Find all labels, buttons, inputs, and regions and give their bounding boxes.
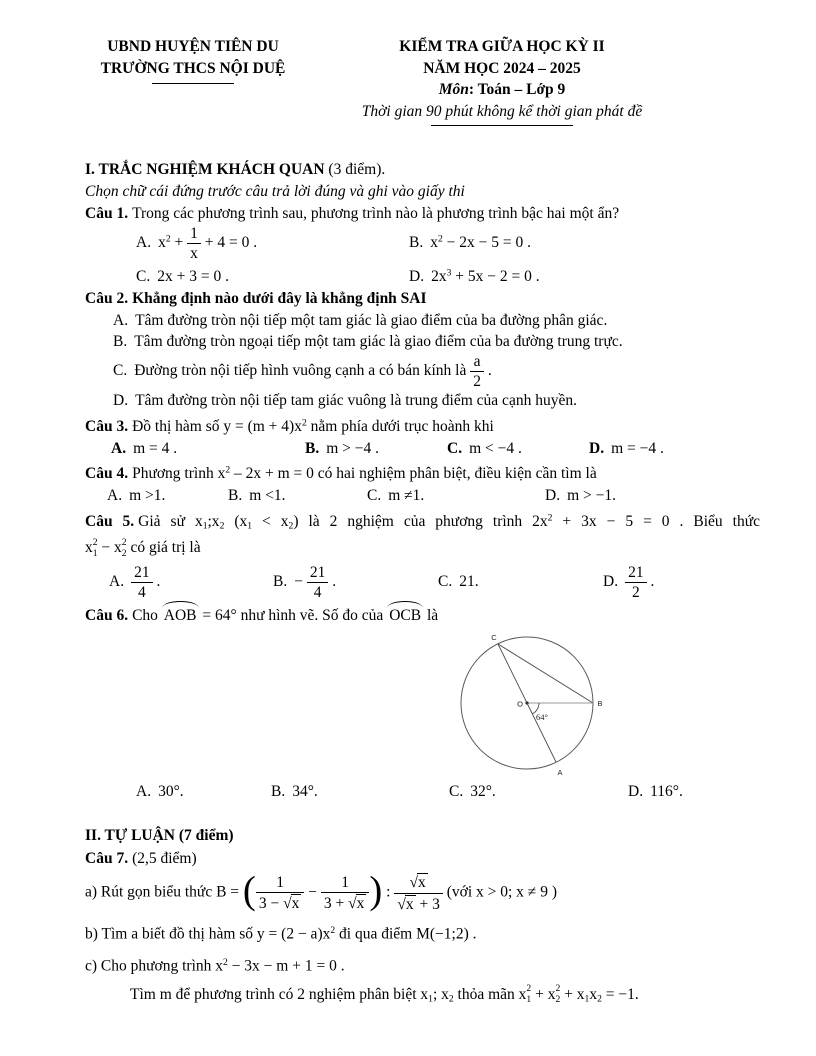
q6-option-b xyxy=(271,781,449,803)
q3-option-c xyxy=(447,438,589,460)
option-letter: C. xyxy=(438,573,453,591)
option-letter: C. xyxy=(367,486,382,504)
option-text: Tâm đường tròn nội tiếp tam giác vuông là trung điểm của cạnh huyền. xyxy=(135,392,577,410)
exam-title: KIỂM TRA GIỮA HỌC KỲ II xyxy=(399,38,605,55)
option-letter: C. xyxy=(113,361,128,379)
option-text: 21. xyxy=(459,573,479,591)
option-text: m = 4 . xyxy=(133,439,178,457)
q7-part-b: b) Tìm a biết đồ thị hàm số $y = (2 - a)x^2$ đi qua điểm M(−1;2) . xyxy=(85,925,477,943)
q7-part-c2: Tìm m để phương trình có 2 nghiệm phân biệt x1; x2 thỏa mãn x 2 1 + x 2 2 + x1x2 = −1. xyxy=(130,983,639,1006)
angle-label: 64° xyxy=(536,711,548,722)
q6-options xyxy=(85,781,760,803)
option-text: Tâm đường tròn ngoại tiếp một tam giác là giao điểm của ba đường trung trực. xyxy=(134,333,623,350)
header-left-block xyxy=(85,36,301,126)
option-letter: D. xyxy=(628,782,644,800)
option-letter: B. xyxy=(113,333,128,350)
q3-options xyxy=(85,438,760,460)
option-text: m > −4 . xyxy=(326,439,380,457)
option-text: Đường tròn nội tiếp hình vuông cạnh a có bán kính là $\frac{a}{2}$ . xyxy=(134,352,492,390)
option-letter: A. xyxy=(107,486,123,504)
option-letter: D. xyxy=(409,267,425,285)
section1-points: (3 điểm). xyxy=(324,161,386,178)
option-text: m < −4 . xyxy=(469,439,522,457)
q4-option-c xyxy=(367,485,545,507)
option-letter: B. xyxy=(271,782,286,800)
q4-option-d xyxy=(545,485,616,507)
option-letter: D. xyxy=(113,392,129,410)
subject-value: : Toán – Lớp 9 xyxy=(468,81,566,98)
q4-options xyxy=(85,485,760,507)
q3-option-d xyxy=(589,438,664,460)
q4-option-a xyxy=(107,485,228,507)
option-text: $x^2 - 2x - 5 = 0$ . xyxy=(430,233,531,251)
option-text: 32°. xyxy=(470,782,496,800)
question-3-label: Câu 3. xyxy=(85,418,129,435)
option-letter: A. xyxy=(136,782,152,800)
q7-part-c: c) Cho phương trình $x^2 - 3x - m + 1 = 0$ . xyxy=(85,956,345,975)
subject-line xyxy=(301,79,703,101)
question-5-label: Câu 5. xyxy=(85,512,135,530)
question-5-line2: x 2 1 − x 2 2 có giá trị là xyxy=(85,537,201,559)
section1-title xyxy=(85,159,760,181)
center-dot xyxy=(525,701,528,704)
question-3-text: Đồ thị hàm số $y = (m + 4)x^2$ nằm phía dưới trục hoành khi xyxy=(132,417,494,435)
option-letter: D. xyxy=(603,573,619,591)
header-right-rule xyxy=(431,125,573,126)
question-4-text: Phương trình $x^2 - 2x + m = 0$ có hai nghiệm phân biệt, điều kiện cần tìm là xyxy=(132,465,597,483)
question-4-label: Câu 4. xyxy=(85,465,129,483)
option-text: $\frac{21}{2}$ . xyxy=(625,573,654,590)
question-5-line1 xyxy=(85,507,760,536)
question-1-text: Trong các phương trình sau, phương trình nào là phương trình bậc hai một ẩn? xyxy=(132,205,620,222)
option-letter: C. xyxy=(136,267,151,285)
duration-line: Thời gian 90 phút không kể thời gian phát đề xyxy=(361,102,643,120)
q1-options-row2 xyxy=(85,262,760,287)
subject-label: Môn xyxy=(438,81,469,98)
point-label-b: B xyxy=(597,698,603,708)
q5-option-b xyxy=(273,564,438,602)
option-text: m <1. xyxy=(249,486,286,504)
header-right-block xyxy=(301,36,703,126)
q1-option-d xyxy=(409,262,540,287)
option-text: $x^2$ + $\frac{1}{x}$ + 4 = 0 . xyxy=(158,224,258,262)
q5-option-a xyxy=(109,564,273,602)
authority-name: UBND HUYỆN TIÊN DU xyxy=(107,38,279,55)
section1-instruction: Chọn chữ cái đứng trước câu trả lời đúng và ghi vào giấy thi xyxy=(85,182,465,200)
question-3 xyxy=(85,413,760,438)
question-6-label: Câu 6. xyxy=(85,607,129,625)
question-5-text1: Giả sử x1;x2 (x1 < x2) là 2 nghiệm của phương trình $2x^2 + 3x - 5 = 0$ . Biểu thức xyxy=(138,512,760,531)
q6-option-d xyxy=(628,781,683,803)
question-6 xyxy=(85,605,760,627)
header-left-rule xyxy=(152,83,234,84)
option-text: m > −1. xyxy=(567,486,616,504)
option-letter: B. xyxy=(273,573,288,591)
option-text: $\frac{21}{4}$ . xyxy=(131,573,160,590)
q5-option-d xyxy=(603,564,654,602)
option-letter: A. xyxy=(109,573,125,591)
q1-option-c xyxy=(136,266,409,288)
section1-title-text: I. TRẮC NGHIỆM KHÁCH QUAN xyxy=(85,161,325,178)
question-6-text: Cho AOB = 64° như hình vẽ. Số đo của OCB là xyxy=(132,607,438,624)
option-text: m >1. xyxy=(129,486,166,504)
section2-title: II. TỰ LUẬN (7 điểm) xyxy=(85,827,234,845)
question-2 xyxy=(85,288,760,310)
option-text: $2x^3 + 5x - 2 = 0$ . xyxy=(431,267,540,285)
option-text: − $\frac{21}{4}$ . xyxy=(294,563,337,601)
question-7 xyxy=(85,848,760,870)
q3-option-b xyxy=(305,438,447,460)
q2-option-c xyxy=(85,353,760,391)
q1-option-a xyxy=(136,225,409,263)
q1-options-row1 xyxy=(85,225,760,263)
q5-option-c xyxy=(438,571,603,593)
option-text: 30°. xyxy=(158,782,184,800)
option-text: m = −4 . xyxy=(611,439,664,457)
q5-options xyxy=(85,564,760,602)
question-2-text: Khẳng định nào dưới đây là khẳng định SAI xyxy=(132,290,427,307)
question-7-points: (2,5 điểm) xyxy=(132,849,197,867)
question-7-label: Câu 7. xyxy=(85,849,129,867)
question-2-label: Câu 2. xyxy=(85,290,129,307)
option-letter: A. xyxy=(111,439,127,457)
option-letter: D. xyxy=(589,439,605,457)
option-letter: B. xyxy=(305,439,320,457)
q2-option-d xyxy=(85,390,760,412)
point-label-c: C xyxy=(491,632,497,642)
q6-option-a xyxy=(136,781,271,803)
circle-figure xyxy=(455,629,607,781)
question-1 xyxy=(85,203,760,225)
q4-option-b xyxy=(228,485,367,507)
option-text: m ≠1. xyxy=(388,486,425,504)
q6-option-c xyxy=(449,781,628,803)
option-text: 116°. xyxy=(650,782,683,800)
option-letter: B. xyxy=(228,486,243,504)
option-letter: C. xyxy=(447,439,463,457)
question-4 xyxy=(85,460,760,485)
q1-option-b xyxy=(409,229,531,254)
option-letter: C. xyxy=(449,782,464,800)
option-letter: A. xyxy=(136,233,152,251)
option-text: Tâm đường tròn nội tiếp một tam giác là giao điểm của ba đường phân giác. xyxy=(135,311,608,329)
option-letter: D. xyxy=(545,486,561,504)
exam-header xyxy=(85,36,760,126)
option-text: 2x + 3 = 0 . xyxy=(157,267,229,285)
point-label-o: O xyxy=(517,699,523,709)
option-text: 34°. xyxy=(292,782,318,800)
q3-option-a xyxy=(111,438,305,460)
school-year: NĂM HỌC 2024 – 2025 xyxy=(423,59,581,77)
q2-option-b xyxy=(85,331,760,353)
point-label-a: A xyxy=(557,767,563,777)
q2-option-a xyxy=(85,310,760,332)
figure-container xyxy=(85,629,760,781)
school-name: TRƯỜNG THCS NỘI DUỆ xyxy=(100,59,286,77)
q7-part-a: a) Rút gọn biểu thức B = ( $\frac{1}{3 - √x}$ − $\frac{1}{3 + √x}$ ) : $\frac{√x}{√x + 3}$ (với x > 0; x ≠ 9 ) xyxy=(85,869,557,913)
question-1-label: Câu 1. xyxy=(85,205,129,222)
option-letter: A. xyxy=(113,311,129,329)
option-letter: B. xyxy=(409,233,424,251)
